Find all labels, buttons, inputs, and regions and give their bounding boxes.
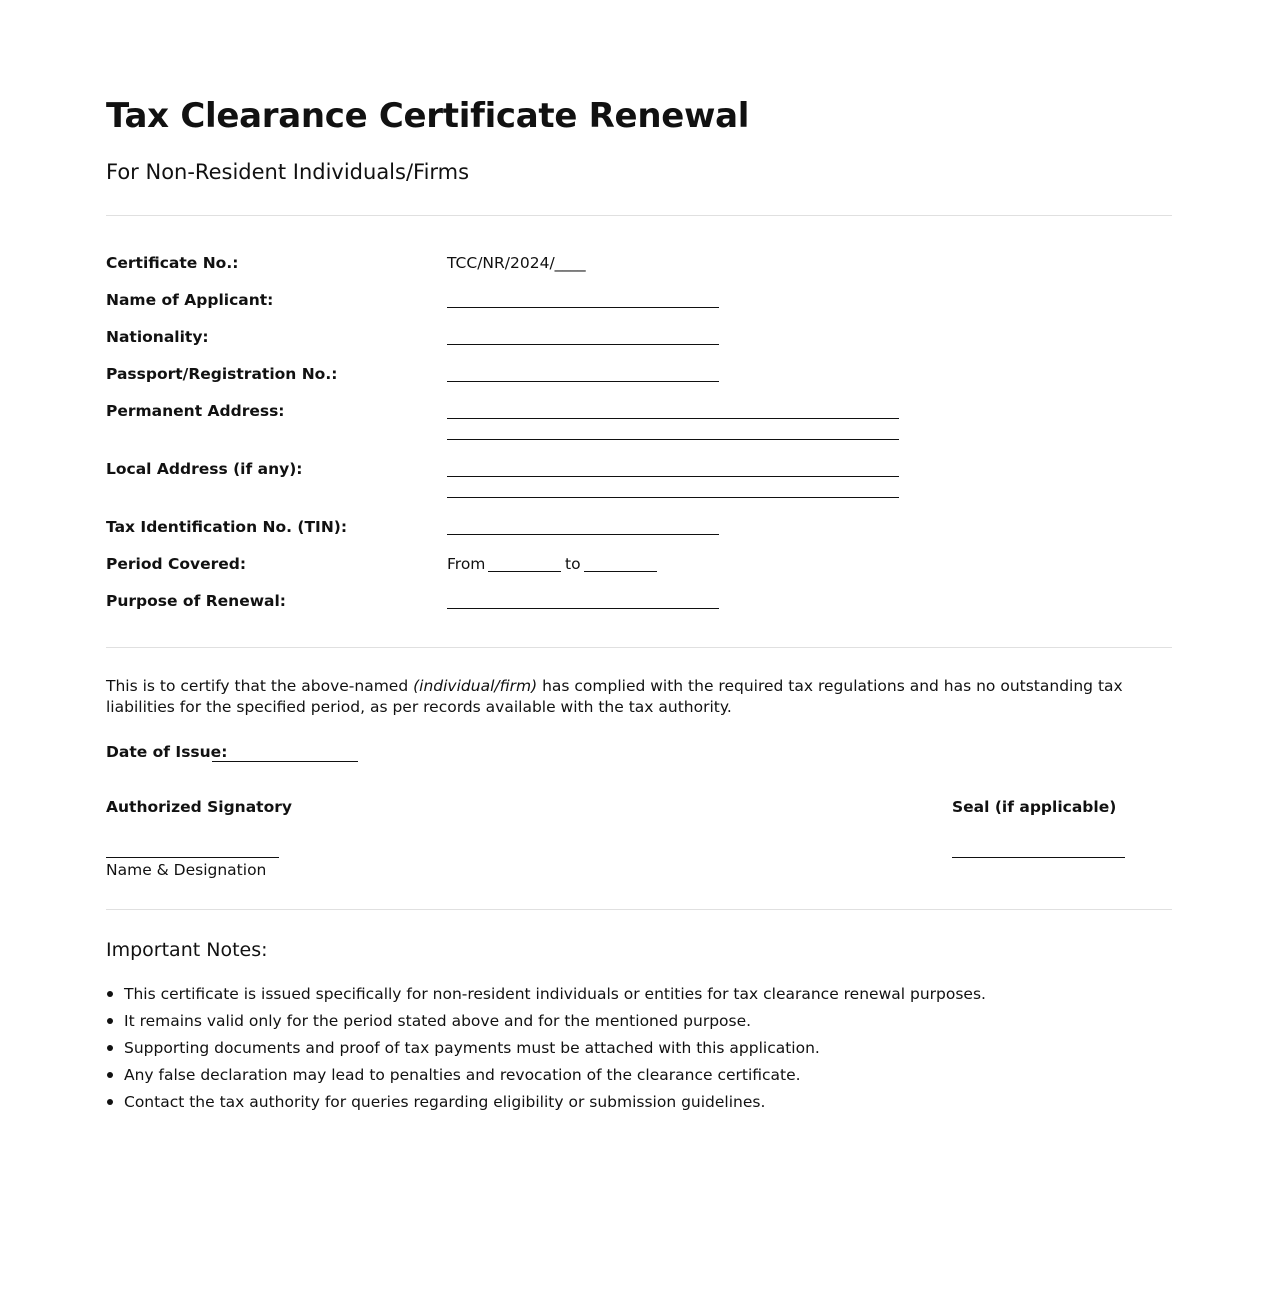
- period-from-blank: [488, 571, 561, 572]
- purpose-label: Purpose of Renewal:: [106, 592, 286, 610]
- signature-blank: [106, 857, 279, 858]
- period-to-blank: [584, 571, 657, 572]
- note-text: It remains valid only for the period stated above and for the mentioned purpose.: [124, 1012, 752, 1030]
- divider-signature: [106, 909, 1172, 910]
- period-label: Period Covered:: [106, 555, 247, 573]
- list-item: [106, 1064, 986, 1091]
- bullet-icon: [107, 1018, 113, 1024]
- permanent-address-label: Permanent Address:: [106, 402, 285, 420]
- name-designation-caption: Name & Designation: [106, 861, 267, 879]
- bullet-icon: [107, 1072, 113, 1078]
- list-item: [106, 1010, 986, 1037]
- list-item: [106, 1091, 986, 1118]
- authorized-signatory-heading: Authorized Signatory: [106, 798, 292, 816]
- local-address-label: Local Address (if any):: [106, 460, 303, 478]
- passport-blank: [447, 381, 719, 382]
- date-of-issue-label: Date of Issue:: [106, 743, 228, 761]
- list-item: [106, 983, 986, 1010]
- passport-label: Passport/Registration No.:: [106, 365, 338, 383]
- certificate-no-label: Certificate No.:: [106, 254, 239, 272]
- bullet-icon: [107, 1099, 113, 1105]
- page-title: Tax Clearance Certificate Renewal: [106, 96, 750, 136]
- date-of-issue-blank: [212, 761, 358, 762]
- tin-blank: [447, 534, 719, 535]
- permanent-address-blank-1: [447, 418, 899, 419]
- bullet-icon: [107, 991, 113, 997]
- applicant-name-label: Name of Applicant:: [106, 291, 274, 309]
- divider-fields: [106, 647, 1172, 648]
- statement-text-after: has complied with the required tax regulations and has no outstanding tax liabilities for the specified period, as per records available with the tax authority.: [106, 677, 1123, 716]
- applicant-name-blank: [447, 307, 719, 308]
- notes-heading: Important Notes:: [106, 939, 268, 961]
- local-address-blank-2: [447, 497, 899, 498]
- note-text: Supporting documents and proof of tax payments must be attached with this application.: [124, 1039, 820, 1057]
- note-text: Any false declaration may lead to penalties and revocation of the clearance certificate.: [124, 1066, 801, 1084]
- local-address-blank-1: [447, 476, 899, 477]
- notes-list: [106, 983, 986, 1118]
- statement-emphasis: (individual/firm): [413, 677, 538, 695]
- page-subtitle: For Non-Resident Individuals/Firms: [106, 160, 470, 184]
- seal-blank: [952, 857, 1125, 858]
- bullet-icon: [107, 1045, 113, 1051]
- seal-heading: Seal (if applicable): [952, 798, 1117, 816]
- period-to-text: to: [565, 555, 581, 573]
- list-item: [106, 1037, 986, 1064]
- tin-label: Tax Identification No. (TIN):: [106, 518, 348, 536]
- period-from-text: From: [447, 555, 486, 573]
- statement-text-before: This is to certify that the above-named: [106, 677, 414, 695]
- nationality-blank: [447, 344, 719, 345]
- purpose-blank: [447, 608, 719, 609]
- note-text: This certificate is issued specifically for non-resident individuals or entities for tax clearance renewal purposes.: [124, 985, 986, 1003]
- certification-statement: [106, 676, 1172, 718]
- note-text: Contact the tax authority for queries regarding eligibility or submission guidelines.: [124, 1093, 766, 1111]
- certificate-no-value: TCC/NR/2024/____: [447, 254, 586, 272]
- divider-header: [106, 215, 1172, 216]
- nationality-label: Nationality:: [106, 328, 209, 346]
- permanent-address-blank-2: [447, 439, 899, 440]
